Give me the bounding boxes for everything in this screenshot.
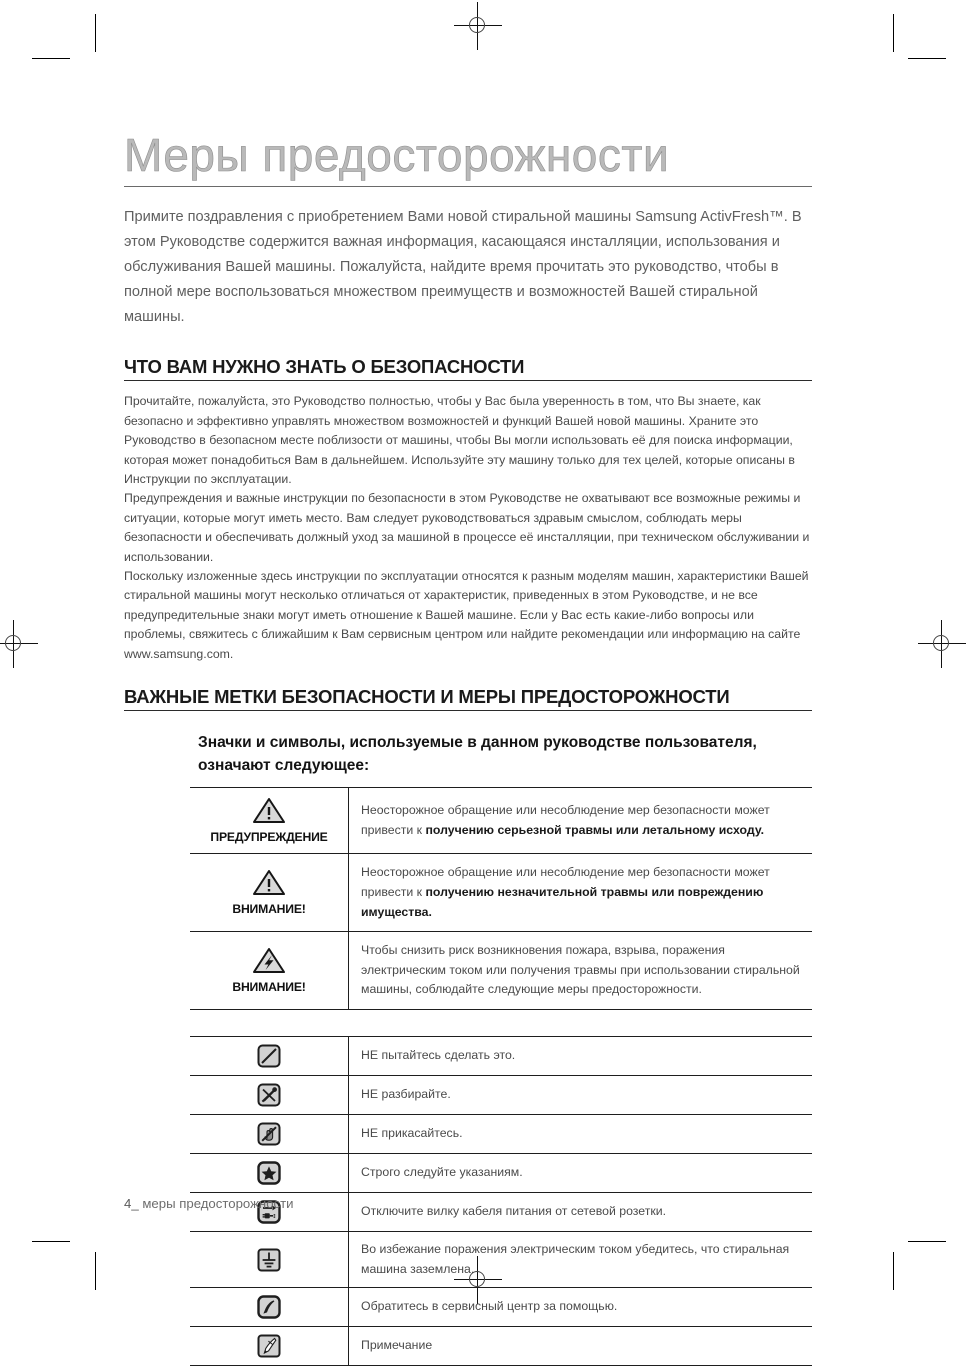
shock-text-cell bbox=[349, 932, 813, 1010]
warning-legend-table bbox=[190, 787, 812, 1010]
symbol-icon-cell bbox=[190, 1154, 349, 1193]
symbol-icon-cell bbox=[190, 1288, 349, 1327]
caution-text-bold: получению незначительной травмы или повреждению имущества. bbox=[361, 885, 764, 919]
safety-body bbox=[124, 392, 812, 664]
section-heading-safety: ЧТО ВАМ НУЖНО ЗНАТЬ О БЕЗОПАСНОСТИ bbox=[124, 356, 525, 377]
safety-paragraph-1: Прочитайте, пожалуйста, это Руководство полностью, чтобы у Вас была уверенность в том, что Вы знаете, как безопасно и эффективно управлять множеством возможностей и функций Вашей новой машины. Храните это Руководство в безопасном месте поблизости от машины, чтобы Вы могли использовать её для поиска информации, которая может понадобиться Вам в дальнейшем. Используйте эту машину только для тех целей, которые описаны в Инструкции по эксплуатации. bbox=[124, 394, 795, 487]
do-not-attempt-icon bbox=[256, 1043, 282, 1069]
note-pen-icon bbox=[256, 1333, 282, 1359]
symbol-text-cell: Во избежание поражения электрическим током убедитесь, что стиральная машина заземлена. bbox=[349, 1232, 813, 1288]
table-row bbox=[190, 1076, 812, 1115]
table-row bbox=[190, 1232, 812, 1288]
registration-mark-right bbox=[912, 614, 972, 674]
section-heading-labels: ВАЖНЫЕ МЕТКИ БЕЗОПАСНОСТИ И МЕРЫ ПРЕДОСТОРОЖНОСТИ bbox=[124, 686, 730, 708]
ground-earth-icon bbox=[256, 1247, 282, 1273]
symbol-icon-cell bbox=[190, 1327, 349, 1366]
crop-mark-top-left-horizontal bbox=[32, 58, 70, 59]
intro-paragraph: Примите поздравления с приобретением Вами новой стиральной машины Samsung ActivFresh™. В этом Руководстве содержится важная информация, касающаяся инсталляции, использования и обслуживания Вашей машины. Пожалуйста, найдите время прочитать это руководство, чтобы в полной мере воспользоваться множеством преимуществ и возможностей Вашей стиральной машины. bbox=[124, 209, 802, 325]
footer-page-number: 4_ bbox=[124, 1196, 139, 1211]
caution-triangle-lightning-icon bbox=[252, 946, 286, 974]
symbol-text-cell: Строго следуйте указаниям. bbox=[349, 1154, 813, 1193]
table-row bbox=[190, 1115, 812, 1154]
table-row bbox=[190, 788, 812, 854]
title-divider bbox=[124, 186, 812, 187]
call-service-center-icon bbox=[256, 1294, 282, 1320]
follow-directions-star-icon bbox=[256, 1160, 282, 1186]
crop-mark-bottom-right-vertical bbox=[893, 1252, 894, 1290]
warning-text-cell bbox=[349, 788, 813, 854]
symbol-text-cell: НЕ пытайтесь сделать это. bbox=[349, 1037, 813, 1076]
caution-text-plain: Неосторожное обращение или несоблюдение мер безопасности может привести к bbox=[361, 865, 770, 900]
crop-mark-bottom-left-vertical bbox=[95, 1252, 96, 1290]
symbol-icon-cell bbox=[190, 1076, 349, 1115]
shock-icon-cell bbox=[190, 932, 349, 1010]
section-divider-labels bbox=[124, 710, 812, 711]
crop-mark-bottom-left-horizontal bbox=[32, 1241, 70, 1242]
warning-text-bold: получению серьезной травмы или летальному исходу. bbox=[425, 822, 764, 837]
safety-paragraph-3: Поскольку изложенные здесь инструкции по эксплуатации относятся к разным моделям машин, характеристики Вашей стиральной машины могут несколько отличаться от характеристик, приведенных в этом Руководстве, и не все предупредительные знаки могут иметь отношение к Вашей машине. Если у Вас есть какие-либо вопросы или проблемы, свяжитесь с ближайшим к Вам сервисным центром или найдите рекомендации или информацию на сайте www.samsung.com. bbox=[124, 569, 809, 661]
page-content bbox=[124, 128, 812, 1366]
table-row bbox=[190, 1288, 812, 1327]
symbol-text-cell: НЕ прикасайтесь. bbox=[349, 1115, 813, 1154]
warning-label: ПРЕДУПРЕЖДЕНИЕ bbox=[210, 830, 328, 845]
table-row bbox=[190, 932, 812, 1010]
table-row bbox=[190, 1327, 812, 1366]
symbol-text-cell: Отключите вилку кабеля питания от сетевой розетки. bbox=[349, 1193, 813, 1232]
warning-icon-cell bbox=[190, 788, 349, 854]
caution-icon-cell bbox=[190, 854, 349, 932]
shock-label: ВНИМАНИЕ! bbox=[232, 980, 306, 995]
registration-ring bbox=[469, 17, 485, 33]
do-not-touch-icon bbox=[256, 1121, 282, 1147]
caution-text-cell bbox=[349, 854, 813, 932]
subheading-symbols: Значки и символы, используемые в данном руководстве пользователя, означают следующее: bbox=[198, 734, 757, 775]
page-footer bbox=[124, 1196, 294, 1211]
table-row bbox=[190, 854, 812, 932]
section-divider-safety bbox=[124, 380, 812, 381]
registration-ring bbox=[933, 635, 949, 651]
symbol-icon-cell bbox=[190, 1037, 349, 1076]
do-not-disassemble-icon bbox=[256, 1082, 282, 1108]
crop-mark-bottom-right-horizontal bbox=[908, 1241, 946, 1242]
crop-mark-top-left-vertical bbox=[95, 14, 96, 52]
page-title: Меры предосторожности bbox=[124, 129, 670, 181]
symbol-icon-cell bbox=[190, 1232, 349, 1288]
table-row bbox=[190, 1154, 812, 1193]
registration-ring bbox=[5, 635, 21, 651]
symbol-icon-cell bbox=[190, 1115, 349, 1154]
caution-triangle-exclamation-icon bbox=[252, 868, 286, 896]
safety-paragraph-2: Предупреждения и важные инструкции по безопасности в этом Руководстве не охватывают все возможные режимы и ситуации, которые могут иметь место. Вам следует руководствоваться здравым смыслом, соблюдать меры безопасности и обеспечивать должный уход за машиной в процессе её инсталляции, при техническом обслуживании и использовании. bbox=[124, 491, 810, 564]
table-spacer bbox=[124, 1010, 812, 1036]
registration-mark-left bbox=[0, 614, 44, 674]
symbol-text-cell: НЕ разбирайте. bbox=[349, 1076, 813, 1115]
warning-text-plain: Неосторожное обращение или несоблюдение мер безопасности может привести к bbox=[361, 803, 770, 837]
symbol-text-cell: Примечание bbox=[349, 1327, 813, 1366]
shock-text-plain: Чтобы снизить риск возникновения пожара, взрыва, поражения электрическим током или получения травмы при использовании стиральной машины, соблюдайте следующие меры предосторожности. bbox=[361, 943, 800, 997]
table-row bbox=[190, 1037, 812, 1076]
crop-mark-top-right-vertical bbox=[893, 14, 894, 52]
caution-label: ВНИМАНИЕ! bbox=[232, 902, 306, 917]
registration-mark-top bbox=[448, 0, 508, 56]
warning-triangle-exclamation-icon bbox=[252, 796, 286, 824]
crop-mark-top-right-horizontal bbox=[908, 58, 946, 59]
footer-label: меры предосторожности bbox=[142, 1196, 294, 1211]
symbol-text-cell: Обратитесь в сервисный центр за помощью. bbox=[349, 1288, 813, 1327]
